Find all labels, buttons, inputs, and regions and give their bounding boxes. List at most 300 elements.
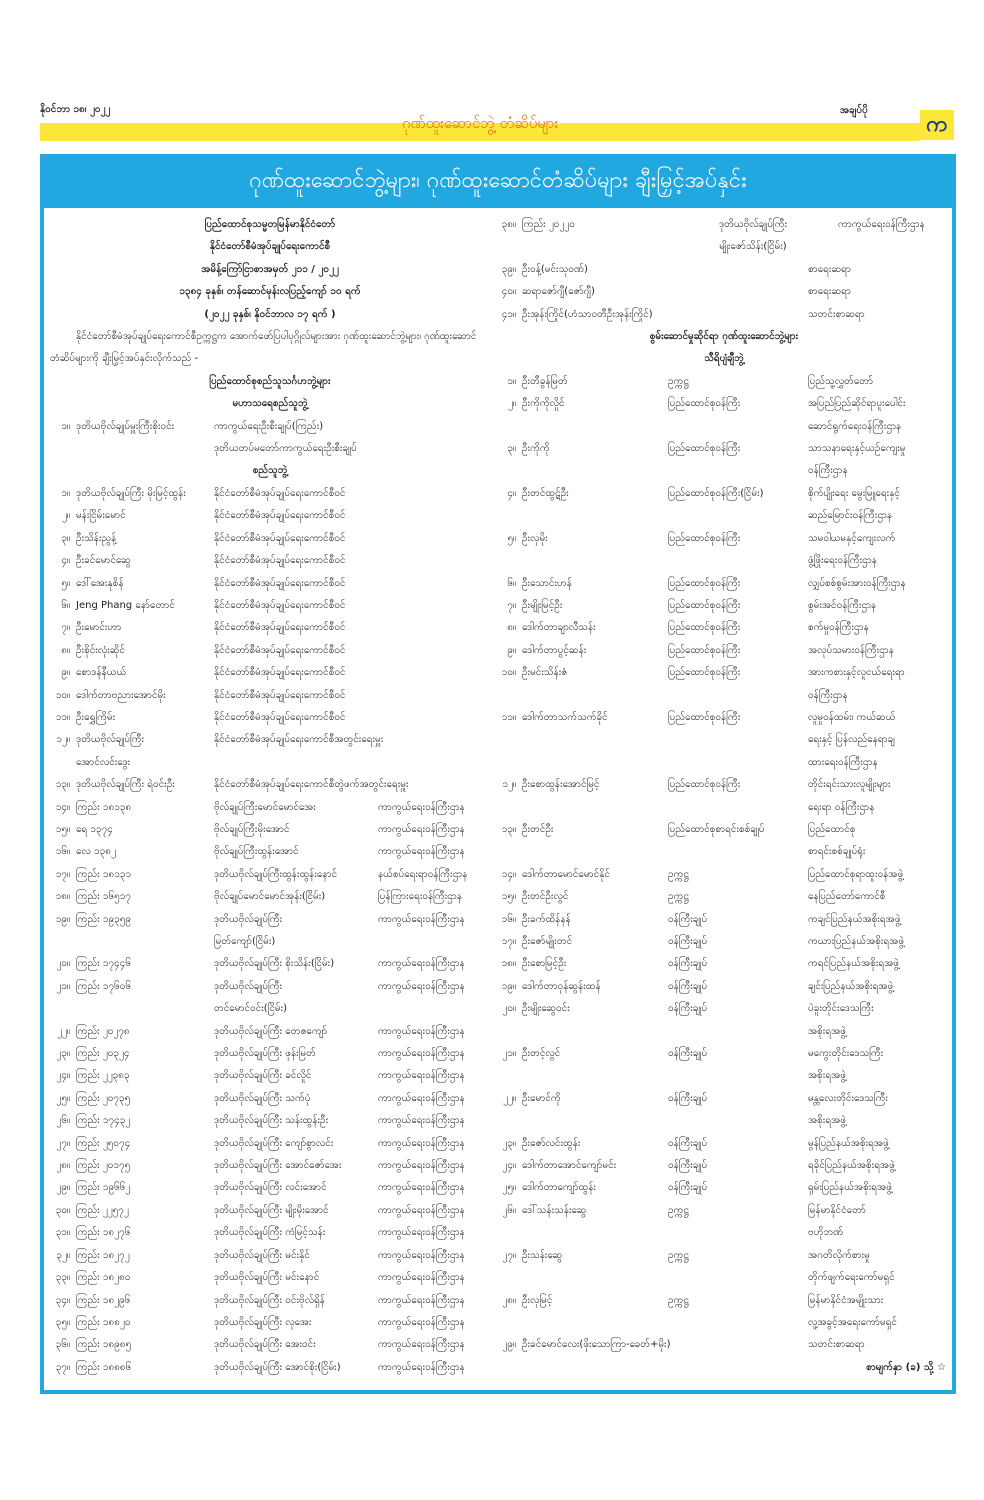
entry-org: ကာကွယ်ရေးဝန်ကြီးဌာန [378, 1272, 465, 1284]
entry-service-id: ကြည်း ၁၉၆၆၂ [76, 1182, 131, 1194]
entry-role: ဝန်ကြီးချုပ် [668, 1048, 708, 1060]
entry-org: စာရင်းစစ်ချုပ်ရုံး [808, 846, 866, 858]
entry-org: ကာကွယ်ရေးဝန်ကြီးဌာန [378, 846, 465, 858]
entry-org: ကာကွယ်ရေးဝန်ကြီးဌာန [378, 1025, 465, 1037]
list-item [496, 438, 952, 460]
entry-role: ပြည်ထောင်စုစာရင်းစစ်ချုပ် [668, 823, 765, 835]
entry-role: ပြည်ထောင်စုဝန်ကြီး [668, 577, 741, 589]
entry-org: လူ့အခွင့်အရေးကော်မရှင် [808, 1316, 897, 1328]
entry-number: ၆။ [61, 599, 70, 611]
list-item [50, 528, 490, 550]
 [496, 550, 522, 572]
list-item [496, 707, 952, 729]
entry-role: နိုင်ငံတော်စီမံအုပ်ချုပ်ရေးကောင်စီဝင် [214, 487, 346, 499]
entry-name: ဒုတိယဗိုလ်ချုပ်ကြီး မိုးမြင့်ထွန်း [76, 487, 186, 499]
 [522, 685, 668, 707]
entry-number: ၃၉။ [501, 263, 516, 275]
entry-role: ပြည်ထောင်စုဝန်ကြီး [668, 599, 741, 611]
entry-org: လျှပ်စစ်စွမ်းအားဝန်ကြီးဌာန [808, 577, 906, 589]
list-item [50, 550, 490, 572]
entry-role: နိုင်ငံတော်စီမံအုပ်ချုပ်ရေးကောင်စီဝင် [214, 689, 346, 701]
list-item [496, 281, 952, 303]
list-item [50, 797, 490, 819]
list-item-continued [496, 685, 952, 707]
entry-role: ဝန်ကြီးချုပ် [668, 958, 708, 970]
list-item-continued [50, 998, 490, 1020]
notice-line: အမိန့်ကြော်ငြာစာအမှတ် ၂၁၁ / ၂၀၂၂ [201, 263, 339, 275]
entry-name: ဒေါက်တာအောင်ကျော်မင်း [522, 1160, 617, 1172]
list-item [496, 1245, 952, 1267]
entry-number: ၂၄။ [56, 1070, 70, 1082]
entry-role: ပြည်ထောင်စုဝန်ကြီး [668, 443, 741, 455]
list-item-continued [496, 416, 952, 438]
 [668, 841, 808, 863]
entry-number: ၃၈။ [501, 219, 516, 230]
list-item-continued [496, 1110, 952, 1132]
list-item-continued [496, 797, 952, 819]
 [522, 797, 668, 819]
entry-name: ဒေါ်သန်းသန်းဆွေ [522, 1204, 587, 1216]
 [496, 1312, 522, 1334]
list-item [496, 662, 952, 684]
list-item [50, 1065, 490, 1087]
entry-service-id: ကြည်း ၂၅၀၇၄ [76, 1137, 131, 1149]
list-item [50, 595, 490, 617]
 [522, 1312, 668, 1334]
 [668, 1222, 808, 1244]
entry-service-id: ကြည်း ၂၀၂၂၀ [522, 219, 575, 230]
entry-number: ၉။ [61, 667, 70, 679]
entry-org: ရှမ်းပြည်နယ်အစိုးရအဖွဲ့ [808, 1182, 892, 1194]
entry-number: ၇။ [507, 599, 516, 611]
entry-org: ပြည်ထောင်စု [808, 823, 856, 835]
entry-org: ကာကွယ်ရေးဝန်ကြီးဌာန [378, 1137, 465, 1149]
list-item [496, 393, 952, 415]
list-item [50, 819, 490, 841]
entry-org: ကာကွယ်ရေးဝန်ကြီးဌာန [378, 1339, 465, 1351]
entry-service-id: ကြည်း ၂၀၂၇၈ [76, 1025, 130, 1037]
entry-org: လူမှုဝန်ထမ်း၊ ကယ်ဆယ် [808, 711, 896, 723]
entry-org: အားကစားနှင့်လူငယ်ရေးရာ [808, 667, 905, 679]
list-item [50, 953, 490, 975]
entry-number: ၃၃။ [55, 1272, 70, 1284]
 [668, 685, 808, 707]
entry-number: ၁၄။ [55, 801, 70, 813]
entry-name: ဦးဇော်မျိုးတင် [522, 936, 573, 947]
entry-number: ၁၈။ [55, 891, 70, 903]
list-item-continued [496, 460, 952, 482]
list-item-continued [496, 1312, 952, 1334]
entry-rank-name: ဒုတိယဗိုလ်ချုပ်ကြီး ခင်လှိုင် [214, 1070, 312, 1082]
list-item-continued [496, 1267, 952, 1289]
 [50, 998, 76, 1020]
entry-org: သာသနာရေးနှင့်ယဉ်ကျေးမှု [808, 443, 906, 455]
list-item [50, 729, 490, 751]
entry-service-id: ကြည်း ၁၈၂၉၆ [76, 1294, 131, 1306]
entry-rank-name: ဒုတိယဗိုလ်ချုပ်ကြီး သန်းထွန်းဦး [214, 1115, 329, 1127]
list-item [50, 707, 490, 729]
entry-number: ၁၅။ [501, 891, 516, 903]
entry-org: ကာကွယ်ရေးဝန်ကြီးဌာန [378, 1294, 465, 1306]
entry-org: ကာကွယ်ရေးဝန်ကြီးဌာန [378, 1227, 465, 1239]
entry-org: မြန်မာနိုင်ငံတော် [808, 1204, 866, 1216]
entry-name: ဦးစောထွန်းအောင်မြင့် [522, 779, 600, 791]
entry-number: ၁၁။ [501, 711, 516, 723]
list-item [496, 1200, 952, 1222]
list-item [496, 595, 952, 617]
list-item [50, 1267, 490, 1289]
entry-name: ဦးလှမြင့် [522, 1294, 553, 1306]
entry-org: ကာကွယ်ရေးဝန်ကြီးဌာန [378, 958, 465, 970]
list-item [50, 1200, 490, 1222]
entry-role: နိုင်ငံတော်စီမံအုပ်ချုပ်ရေးကောင်စီဝင် [214, 667, 346, 679]
list-item [50, 1222, 490, 1244]
list-item [496, 528, 952, 550]
entry-role: ဝန်ကြီးချုပ် [668, 913, 708, 925]
entry-number: ၃၁။ [55, 1227, 70, 1239]
 [496, 1021, 522, 1043]
entry-number: ၃၀။ [55, 1204, 70, 1216]
 [522, 1267, 668, 1289]
 [522, 752, 668, 774]
entry-number: ၁၇။ [501, 936, 516, 947]
entry-number: ၁။ [507, 375, 516, 387]
entry-org: ကာကွယ်ရေးဝန်ကြီးဌာန [378, 1160, 465, 1172]
entry-org: မြန်မာနိုင်ငံအမျိုးသား [808, 1294, 884, 1306]
entry-number: ၄၀။ [501, 286, 516, 298]
entry-service-id: ကြည်း ၁၈၈၂၀ [76, 1316, 131, 1328]
list-item [496, 1088, 952, 1110]
section-heading: ဂုဏ်ထူးဆောင်ဘွဲ့ တံဆိပ်များ [401, 114, 559, 132]
list-item [50, 1245, 490, 1267]
list-item [496, 617, 952, 639]
notice-line: ၁၃၈၄ ခုနှစ်၊ တန်ဆောင်မုန်းလပြည့်ကျော် ၁၀ ရက် [179, 286, 361, 298]
entry-org: ကာကွယ်ရေးဝန်ကြီးဌာန [378, 913, 465, 925]
 [668, 505, 808, 527]
entry-number: ၅။ [61, 577, 70, 589]
entry-number: ၁၀။ [501, 667, 516, 679]
list-item [496, 214, 952, 236]
entry-name: ဦးမောင်းဟာ [76, 622, 122, 634]
entry-role: နိုင်ငံတော်စီမံအုပ်ချုပ်ရေးကောင်စီဝင် [214, 532, 346, 544]
entry-role: ဝန်ကြီးချုပ် [668, 1137, 708, 1149]
list-item [496, 931, 952, 953]
entry-role: ကာကွယ်ရေးဦးစီးချုပ်(ကြည်း) [214, 420, 324, 432]
entry-role: ဝန်ကြီးချုပ် [668, 980, 708, 992]
entry-role: ဥက္ကဋ္ဌ [668, 1249, 689, 1261]
entry-org: ကာကွယ်ရေးဝန်ကြီးဌာန [378, 1204, 465, 1216]
entry-org: ရေးနှင့် ပြန်လည်နေရာချ [808, 734, 895, 746]
entry-number: ၁၁။ [55, 711, 70, 723]
entry-org: မွန်ပြည်နယ်အစိုးရအဖွဲ့ [808, 1137, 889, 1149]
 [668, 1267, 808, 1289]
entry-name: ဦးမောင်ကို [522, 1092, 561, 1104]
entry-service-id: ရေ ၁၃၇၄ [76, 823, 113, 835]
entry-name: ဆရာဇော်ဂျီ(ဇော်ဂျီ) [522, 286, 595, 298]
entry-number: ၂၂။ [503, 1092, 516, 1104]
entry-number: ၂၈။ [502, 1294, 516, 1306]
entry-number: ၆။ [507, 577, 516, 589]
 [496, 1110, 522, 1132]
entry-rank-name: ဒုတိယဗိုလ်ချုပ်ကြီး ဝင်းဗိုလ်ရှိန် [214, 1294, 325, 1306]
list-item [50, 1357, 490, 1379]
list-item [50, 1290, 490, 1312]
entry-number: ၄။ [61, 555, 70, 567]
 [496, 841, 522, 863]
entry-org: သတင်းစာဆရာ [808, 1339, 865, 1351]
entry-name: ဒုတိယဗိုလ်ချုပ်မှူးကြီးစိုးဝင်း [76, 420, 175, 432]
entry-number: ၃၂။ [56, 1249, 70, 1261]
entry-role: နိုင်ငံတော်စီမံအုပ်ချုပ်ရေးကောင်စီဝင် [214, 644, 346, 656]
entry-number: ၁၅။ [55, 823, 70, 835]
entry-name: ဒုတိယဗိုလ်ချုပ်ကြီး [76, 734, 145, 746]
entry-rank-name: ဒုတိယဗိုလ်ချုပ်ကြီး အောင်စိုး(ငြိမ်း) [214, 1361, 341, 1373]
list-item-continued [50, 752, 490, 774]
entry-rank-name: မြတ်ကျော်(ငြိမ်း) [214, 936, 276, 947]
entry-number: ၁၂။ [502, 779, 516, 791]
 [76, 931, 214, 953]
entry-name: ဦးတင်ဦးလွင် [522, 891, 569, 903]
entry-service-id: ကြည်း ၁၆၅၁၇ [76, 891, 131, 903]
entry-org: ပြန်ကြားရေးဝန်ကြီးဌာန [378, 891, 463, 903]
entry-name: ဦးတင်ထွဋ်ဦး [522, 487, 569, 499]
entry-role: ဥက္ကဋ္ဌ [668, 891, 689, 903]
entry-number: ၂၃။ [56, 1048, 70, 1060]
entry-number: ၁၆။ [55, 846, 70, 858]
entry-role: ပြည်ထောင်စုဝန်ကြီး [668, 398, 741, 410]
list-item [50, 1334, 490, 1356]
entry-rank-name: ဒုတိယဗိုလ်ချုပ်ကြီးထွန်းထွန်းနောင် [214, 868, 338, 880]
list-item [496, 304, 952, 326]
entry-role: ပြည်ထောင်စုဝန်ကြီး [668, 711, 741, 723]
notice-line: (၂၀၂၂ ခုနှစ်၊ နိုဝင်ဘာလ ၁၇ ရက် ) [204, 308, 336, 320]
entry-name: ဦးအုန်းကြိုင်(ဟံသာဝတီဦးအုန်းကြိုင်) [522, 308, 653, 320]
entry-rank-name: ဗိုလ်ချုပ်ကြီးမောင်မောင်အေး [214, 801, 316, 813]
 [668, 752, 808, 774]
entry-org: ရေးရာ ဝန်ကြီးဌာန [808, 801, 875, 813]
entry-number: ၂၉။ [56, 1182, 70, 1194]
 [496, 797, 522, 819]
entry-service-id: ကြည်း ၁၇၄၄၆ [76, 958, 131, 970]
list-item [50, 617, 490, 639]
entry-role: ပြည်ထောင်စုဝန်ကြီး [668, 667, 741, 679]
entry-org: ကချင်ပြည်နယ်အစိုးရအဖွဲ့ [808, 913, 901, 925]
entry-org: စက်မှုဝန်ကြီးဌာန [808, 622, 869, 634]
entry-name: ဒေါက်တာဗညားအောင်မိုး [76, 689, 166, 701]
entry-role: ဥက္ကဋ္ဌ [668, 375, 689, 387]
entry-name: စောဒန်နီယယ် [76, 667, 127, 679]
entry-name: ဒေါက်တာသက်သက်ခိုင် [522, 711, 608, 723]
entry-role: နိုင်ငံတော်စီမံအုပ်ချုပ်ရေးကောင်စီဝင် [214, 599, 346, 611]
entry-org: ကရင်ပြည်နယ်အစိုးရအဖွဲ့ [808, 958, 899, 970]
entry-org: ကာကွယ်ရေးဝန်ကြီးဌာန [378, 1115, 465, 1127]
entry-number: ၁၆။ [501, 913, 516, 925]
entry-org: ကာကွယ်ရေးဝန်ကြီးဌာန [378, 1316, 465, 1328]
notice-line: နိုင်ငံတော်စီမံအုပ်ချုပ်ရေးကောင်စီ [209, 241, 331, 253]
entry-role: နိုင်ငံတော်စီမံအုပ်ချုပ်ရေးကောင်စီဝင် [214, 510, 346, 522]
notice-line: ပြည်ထောင်စုသမ္မတမြန်မာနိုင်ငံတော် [204, 219, 336, 230]
section1-subtitle2: စည်သူဘွဲ့ [252, 465, 288, 477]
entry-org: ရခိုင်ပြည်နယ်အစိုးရအဖွဲ့ [808, 1160, 895, 1172]
list-item [50, 662, 490, 684]
entry-number: ၁။ [61, 420, 70, 432]
entry-name: ဦးခက်ထိန်နန် [522, 913, 571, 925]
entry-role: ဥက္ကဋ္ဌ [668, 868, 689, 880]
entry-number: ၄၁။ [501, 308, 516, 320]
entry-role: နိုင်ငံတော်စီမံအုပ်ချုပ်ရေးကောင်စီဝင် [214, 711, 346, 723]
entry-role: နိုင်ငံတော်စီမံအုပ်ချုပ်ရေးကောင်စီဝင် [214, 622, 346, 634]
entry-rank-name: ဒုတိယဗိုလ်ချုပ်ကြီး မင်းနိုင် [214, 1249, 310, 1261]
entry-name: ဦးသန်းဆွေ [522, 1249, 563, 1261]
entry-name: ဦးမျိုးမြင့်ဦး [522, 599, 563, 611]
entry-rank-name: ဒုတိယဗိုလ်ချုပ်ကြီး စိုးသိန်း(ငြိမ်း) [214, 958, 335, 970]
entry-name: ဦးစိုင်းလုံးဆိုင် [76, 644, 125, 656]
entry-number: ၄။ [507, 487, 516, 499]
entry-number: ၂၆။ [56, 1115, 70, 1127]
entry-org: ပြည်သူ့လွှတ်တော် [808, 375, 874, 387]
entry-org: မကွေးတိုင်းဒေသကြီး [808, 1048, 884, 1060]
entry-number: ၂၆။ [502, 1204, 516, 1216]
entry-rank-name: ဒုတိယဗိုလ်ချုပ်ကြီး [214, 980, 283, 992]
entry-number: ၅။ [507, 532, 516, 544]
entry-number: ၁၃။ [501, 823, 516, 835]
list-item [50, 1177, 490, 1199]
notice-intro: နိုင်ငံတော်စီမံအုပ်ချုပ်ရေးကောင်စီဥက္ကဋ္ဌက အောက်ဖော်ပြပါပုဂ္ဂိုလ်များအား ဂုဏ်ထူးဆောင်ဘွဲ့များ၊ ဂုဏ်ထူးဆောင်တံဆိပ်များကို ချီးမြှင့်အပ်နှင်းလိုက်သည် - [50, 331, 477, 365]
list-item [496, 953, 952, 975]
entry-number: ၁၀။ [55, 689, 70, 701]
entry-role: ဝန်ကြီးချုပ် [668, 1182, 708, 1194]
list-item [496, 774, 952, 796]
list-item-continued [50, 438, 490, 460]
 [668, 1021, 808, 1043]
entry-rank-name: ဗိုလ်ချုပ်ကြီးထွန်းအောင် [214, 846, 299, 858]
entry-rank-name: ဒုတိယဗိုလ်ချုပ်ကြီး မင်းနောင် [214, 1272, 320, 1284]
entry-org: ဝန်ကြီးဌာန [808, 689, 848, 701]
issue-date: နိုဝင်ဘာ ၁၈၊ ၂၀၂၂ [40, 104, 111, 115]
entry-number: ၂။ [508, 398, 516, 410]
list-item-continued [496, 752, 952, 774]
list-item-continued [496, 1222, 952, 1244]
 [496, 1267, 522, 1289]
entry-org: ကာကွယ်ရေးဝန်ကြီးဌာန [378, 1092, 465, 1104]
entry-rank-name: ဒုတိယဗိုလ်ချုပ်ကြီး [718, 219, 788, 230]
list-item [50, 416, 490, 438]
entry-service-id: ကြည်း ၂၂၃၈၃ [76, 1070, 130, 1082]
entry-service-id: ကြည်း ၂၀၃၂၄ [76, 1048, 130, 1060]
entry-rank-name: ဒုတိယဗိုလ်ချုပ်ကြီး သက်ပုံ [214, 1092, 311, 1104]
 [668, 1065, 808, 1087]
 [668, 797, 808, 819]
entry-org: စွမ်းအင်ဝန်ကြီးဌာန [808, 599, 877, 611]
entry-number: ၁၈။ [501, 958, 516, 970]
entry-number: ၉။ [507, 644, 516, 656]
page-number: က [920, 110, 954, 140]
entry-org: ချင်းပြည်နယ်အစိုးရအဖွဲ့ [808, 980, 894, 992]
entry-role: ဥက္ကဋ္ဌ [668, 1294, 689, 1306]
page-title: ဂုဏ်ထူးဆောင်ဘွဲ့များ၊ ဂုဏ်ထူးဆောင်တံဆိပ်များ ချီးမြှင့်အပ်နှင်း [40, 154, 956, 208]
entry-name: ဦးသိန်းညွန့် [76, 532, 117, 544]
list-item [50, 909, 490, 931]
list-item [496, 864, 952, 886]
entry-number: ၂၀။ [502, 1003, 516, 1015]
 [50, 931, 76, 953]
entry-name: ဒေါက်တာချာလီသန်း [522, 622, 596, 634]
entry-number: ၁၉။ [501, 980, 516, 992]
section1-subtitle: မဟာသရေစည်သူဘွဲ့ [232, 398, 308, 410]
entry-org: ကာကွယ်ရေးဝန်ကြီးဌာန [838, 219, 925, 230]
entry-number: ၂၂။ [57, 1025, 70, 1037]
entry-role: ဒုတိယတပ်မတော်ကာကွယ်ရေးဦးစီးချုပ် [214, 443, 357, 455]
entry-number: ၃။ [507, 443, 516, 455]
entry-number: ၂၄။ [502, 1160, 516, 1172]
entry-name: ဦးတင်ဦး [522, 823, 554, 835]
entry-name: ဒေါ်အေးနုစိန် [76, 577, 124, 589]
entry-org: တိုက်ဖျက်ရေးကော်မရှင် [808, 1272, 895, 1284]
entry-role: ဝန်ကြီးချုပ် [668, 1003, 708, 1015]
entry-org: အဂတိလိုက်စားမှု [808, 1249, 870, 1261]
entry-name: အောင်လင်းဒွေး [76, 756, 131, 768]
entry-number: ၂၅။ [502, 1182, 516, 1194]
entry-number: ၁။ [61, 487, 70, 499]
entry-service-id: ကြည်း ၁၈၁၃၁ [76, 868, 132, 880]
entry-service-id: လေ ၁၃၈၂ [76, 846, 116, 858]
 [496, 1222, 522, 1244]
entry-number: ၂၃။ [502, 1137, 516, 1149]
entry-org: ပဲခူးတိုင်းဒေသကြီး [808, 1003, 874, 1015]
list-item-continued [50, 931, 490, 953]
entry-role: ပြည်ထောင်စုဝန်ကြီး [668, 644, 741, 656]
list-item [496, 259, 952, 281]
 [76, 998, 214, 1020]
continued-note: စာမျက်နှာ (ခ) သို့ ☆ [866, 1361, 946, 1373]
list-item [496, 1290, 952, 1312]
entry-service-id: ကြည်း ၂၂၅၇၂ [76, 1204, 129, 1216]
entry-org: ပြည်ထောင်စုရာထူးဝန်အဖွဲ့ [808, 868, 904, 880]
 [522, 1222, 668, 1244]
entry-service-id: ကြည်း ၁၉၃၅၉ [76, 913, 131, 925]
 [668, 1110, 808, 1132]
entry-role: နိုင်ငံတော်စီမံအုပ်ချုပ်ရေးကောင်စီဝင် [214, 555, 346, 567]
entry-role: ဝန်ကြီးချုပ် [668, 1092, 708, 1104]
entry-org: သမဝါယမနှင့်ကျေးလက် [808, 532, 896, 544]
 [496, 236, 522, 258]
list-item [496, 1334, 952, 1356]
list-item [50, 774, 490, 796]
entry-role: ဝန်ကြီးချုပ် [668, 936, 708, 947]
entry-service-id: ကြည်း ၂၀၁၇၅ [76, 1160, 131, 1172]
entry-org: ကာကွယ်ရေးဝန်ကြီးဌာန [378, 801, 465, 813]
entry-org: ဆောင်ရွက်ရေးဝန်ကြီးဌာန [808, 420, 902, 432]
entry-org: သတင်းစာဆရာ [808, 308, 865, 320]
entry-name: ဦးခင်မောင်လေး(ဖိုးသောကြာ-ခေတ်+မိုး) [522, 1339, 671, 1351]
entry-number: ၁၉။ [55, 913, 70, 925]
 [496, 1065, 522, 1087]
list-item [496, 1043, 952, 1065]
entry-org: ကာကွယ်ရေးဝန်ကြီးဌာန [378, 1048, 465, 1060]
entry-number: ၈။ [507, 622, 516, 634]
entry-number: ၁၃။ [55, 779, 70, 791]
section1-title: ပြည်ထောင်စုစည်သူသင်္ဂဟဘွဲ့များ [209, 375, 331, 387]
entry-rank-name: ဒုတိယဗိုလ်ချုပ်ကြီး တေဇကျော် [214, 1025, 328, 1037]
list-item-continued [496, 841, 952, 863]
list-item [50, 685, 490, 707]
 [522, 1021, 668, 1043]
entry-name: ဒေါက်တာကျော်ထွန်း [522, 1182, 596, 1194]
entry-org: ထားရေးဝန်ကြီးဌာန [808, 756, 878, 768]
list-item [496, 371, 952, 393]
 [668, 550, 808, 572]
entry-rank-name: ဒုတိယဗိုလ်ချုပ်ကြီး ကံမြင့်သန်း [214, 1227, 326, 1239]
